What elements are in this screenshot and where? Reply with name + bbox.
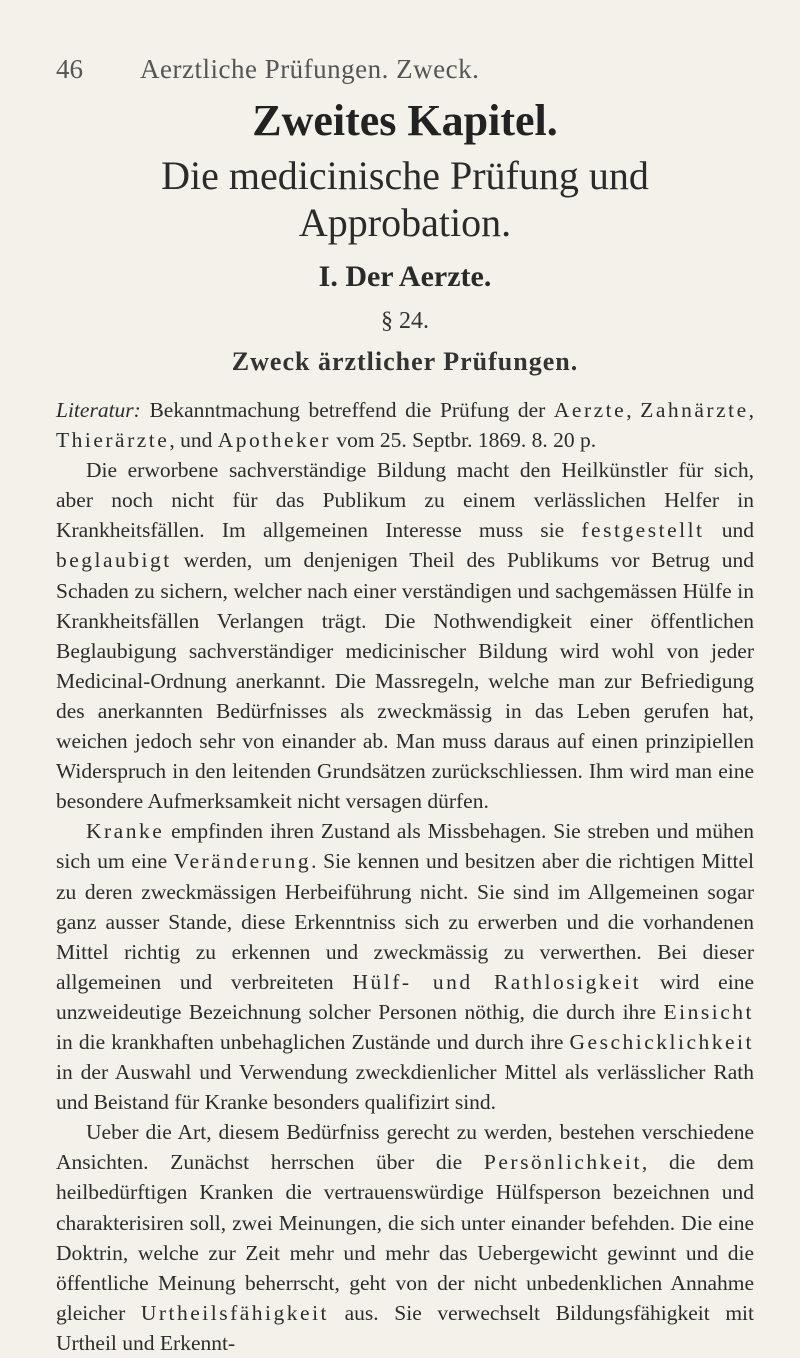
paragraph-2: Kranke empfinden ihren Zustand als Missbehagen. Sie streben und mühen sich um eine Veränderung. Sie kennen und besitzen aber die richtigen Mittel zu deren zweckmässigen Herbeiführung nicht. Sie sind im Allgemeinen sogar ganz ausser Stande, diese Erkenntniss sich zu erwerben und die vorhandenen Mittel richtig zu erkennen und zweckmässig zu verwerthen. Bei dieser allgemeinen und verbreiteten Hülf- und Rathlosigkeit wird eine unzweideutige Bezeichnung solcher Personen nöthig, die durch ihre Einsicht in die krankhaften unbehaglichen Zustände und durch ihre Geschicklichkeit in der Auswahl und Verwendung zweckdienlicher Mittel als verlässlicher Rath und Beistand für Kranke besonders qualifizirt sind.: [56, 819, 754, 1115]
chapter-subtitle: Die medicinische Prüfung und Approbation.: [161, 153, 649, 245]
section-title: I. Der Aerzte.: [318, 260, 492, 293]
body-text: [56, 395, 754, 1358]
paragraph-number: § 24.: [381, 308, 429, 334]
running-head: [56, 54, 754, 85]
literature-note: Literatur: Bekanntmachung betreffend die Prüfung der Aerzte, Zahnärzte, Thierärzte, und Apotheker vom 25. Septbr. 1869. 8. 20 p.: [56, 398, 755, 453]
page-number: 46: [56, 54, 83, 84]
paragraph-1: Die erworbene sachverständige Bildung macht den Heilkünstler für sich, aber noch nicht für das Publikum zu einem verlässlichen Helfer in Krankheitsfällen. Im allgemeinen Interesse muss sie festgestellt und beglaubigt werden, um denjenigen Theil des Publikums vor Betrug und Schaden zu sichern, welcher nach einer verständigen und sachgemässen Hülfe in Krankheitsfällen Verlangen trägt. Die Nothwendigkeit einer öffentlichen Beglaubigung sachverständiger medicinischer Bildung wird wohl von jeder Medicinal-Ordnung anerkannt. Die Massregeln, welche man zur Befriedigung des anerkannten Bedürfnisses als zweckmässig in das Leben gerufen hat, weichen jedoch sehr von einander ab. Man muss daraus auf einen prinzipiellen Widerspruch in den leitenden Grundsätzen zurückschliessen. Ihm wird man eine besondere Aufmerksamkeit nicht versagen dürfen.: [56, 458, 754, 814]
chapter-title: Zweites Kapitel.: [252, 96, 558, 145]
paragraph-title: Zweck ärztlicher Prüfungen.: [231, 347, 579, 376]
literature-label: Literatur:: [56, 398, 141, 422]
running-title: Aerztliche Prüfungen. Zweck.: [140, 54, 480, 84]
paragraph-3: Ueber die Art, diesem Bedürfniss gerecht zu werden, bestehen verschiedene Ansichten. Zunächst herrschen über die Persönlichkeit, die dem heilbedürftigen Kranken die vertrauenswürdige Hülfsperson bezeichnen und charakterisiren soll, zwei Meinungen, die sich unter einander befehden. Die eine Doktrin, welche zur Zeit mehr und mehr das Uebergewicht gewinnt und die öffentliche Meinung beherrscht, geht von der nicht unbedenklichen Annahme gleicher Urtheilsfähigkeit aus. Sie verwechselt Bildungsfähigkeit mit Urtheil und Erkennt-: [56, 1120, 754, 1355]
